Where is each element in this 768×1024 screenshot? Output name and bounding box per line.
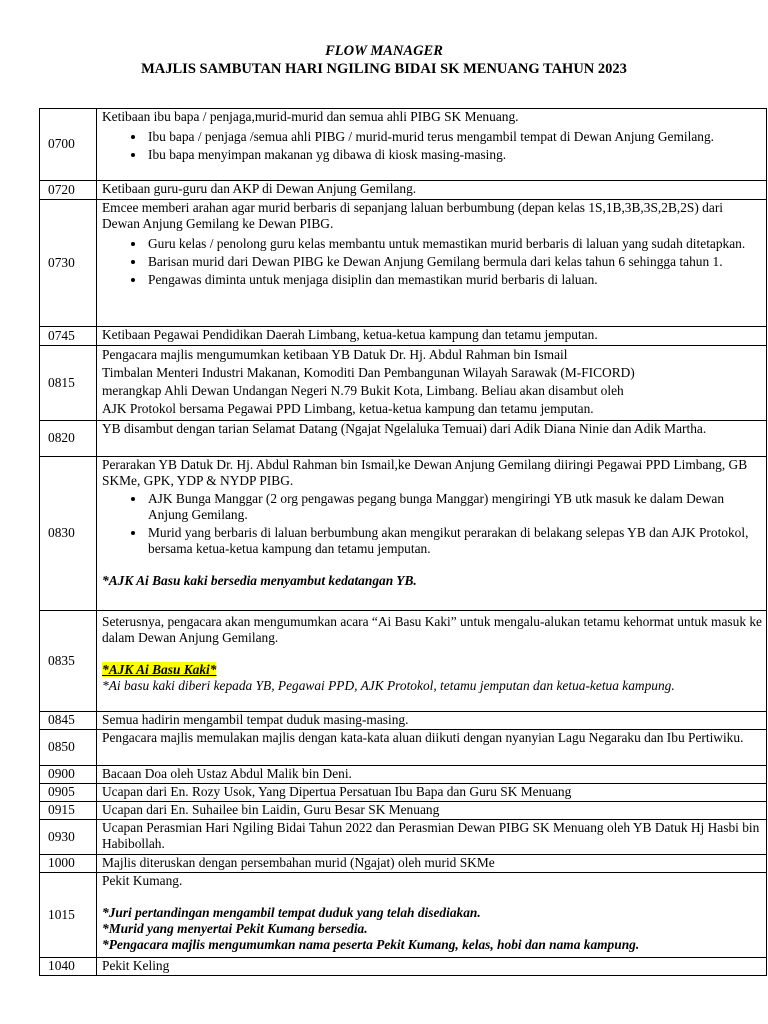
description-cell: Ucapan dari En. Rozy Usok, Yang Dipertua Persatuan Ibu Bapa dan Guru SK Menuang [97,784,767,802]
time-cell: 0845 [40,712,97,730]
description-cell: Semua hadirin mengambil tempat duduk masing-masing. [97,712,767,730]
time-cell: 0900 [40,766,97,784]
document-title: FLOW MANAGER [325,43,443,59]
document-header [0,42,768,78]
description-cell: Pekit Keling [97,958,767,976]
schedule-table [39,108,767,976]
schedule-row [40,109,767,181]
schedule-row [40,730,767,766]
schedule-row [40,873,767,958]
bullet-list [102,125,762,163]
bullet-item: • Pengawas diminta untuk menjaga disiplin dan memastikan murid berbaris di laluan. [146,270,762,288]
row-note: *Pengacara majlis mengumumkan nama peserta Pekit Kumang, kelas, hobi dan nama kampung. [102,937,640,952]
spacer [102,557,762,573]
schedule-row [40,784,767,802]
time-cell: 0850 [40,730,97,766]
row-text: Emcee memberi arahan agar murid berbaris di sepanjang laluan berbumbung (depan kelas 1S,1B,3B,3S,2B,2S) dari Dewan Anjung Gemilang ke Dewan PIBG. [102,200,724,231]
time-cell: 0720 [40,181,97,200]
schedule-row [40,958,767,976]
schedule-row [40,611,767,712]
description-cell: Ketibaan guru-guru dan AKP di Dewan Anjung Gemilang. [97,181,767,200]
description-cell [97,109,767,181]
description-cell [97,611,767,712]
schedule-row [40,327,767,346]
bullet-item: • Murid yang berbaris di laluan berbumbung akan mengikut perarakan di belakang selepas YB dan AJK Protokol, bersama ketua-ketua kampung dan tetamu jemputan. [146,523,762,557]
highlighted-label: *AJK Ai Basu Kaki* [102,662,217,677]
schedule-row [40,820,767,855]
time-cell: 0815 [40,346,97,421]
description-cell [97,346,767,421]
time-cell: 1015 [40,873,97,958]
row-text: Seterusnya, pengacara akan mengumumkan acara “Ai Basu Kaki” untuk mengalu-alukan tetamu kehormat untuk masuk ke dalam Dewan Anjung Gemilang. [102,614,763,645]
time-cell: 0930 [40,820,97,855]
time-cell: 0745 [40,327,97,346]
row-text-line: AJK Protokol bersama Pegawai PPD Limbang, ketua-ketua kampung dan tetamu jemputan. [102,401,594,416]
time-cell: 0915 [40,802,97,820]
time-cell: 1040 [40,958,97,976]
bullet-item: • Barisan murid dari Dewan PIBG ke Dewan Anjung Gemilang bermula dari kelas tahun 6 sehingga tahun 1. [146,252,762,270]
description-cell [97,457,767,611]
time-cell: 0700 [40,109,97,181]
row-text: Pekit Kumang. [102,873,183,888]
schedule-row [40,855,767,873]
description-cell: Ucapan Perasmian Hari Ngiling Bidai Tahun 2022 dan Perasmian Dewan PIBG SK Menuang oleh YB Datuk Hj Hasbi bin Habibollah. [97,820,767,855]
row-note: *Ai basu kaki diberi kepada YB, Pegawai PPD, AJK Protokol, tetamu jemputan dan ketua-ketua kampung. [102,678,675,693]
spacer [102,889,762,905]
time-cell: 0830 [40,457,97,611]
bullet-item: • Ibu bapa / penjaga /semua ahli PIBG / murid-murid terus mengambil tempat di Dewan Anjung Gemilang. [146,125,762,145]
description-cell: Ucapan dari En. Suhailee bin Laidin, Guru Besar SK Menuang [97,802,767,820]
spacer [102,646,762,662]
document-subtitle: MAJLIS SAMBUTAN HARI NGILING BIDAI SK MENUANG TAHUN 2023 [141,61,627,77]
time-cell: 0820 [40,421,97,457]
description-cell [97,200,767,327]
bullet-list [102,232,762,288]
schedule-row [40,181,767,200]
description-cell [97,873,767,958]
description-cell: Majlis diteruskan dengan persembahan murid (Ngajat) oleh murid SKMe [97,855,767,873]
schedule-row [40,802,767,820]
bullet-item: • Guru kelas / penolong guru kelas membantu untuk memastikan murid berbaris di laluan yang sudah ditetapkan. [146,232,762,252]
schedule-row [40,346,767,421]
row-note: *AJK Ai Basu kaki bersedia menyambut kedatangan YB. [102,573,417,588]
time-cell: 0730 [40,200,97,327]
schedule-row [40,421,767,457]
row-text: Ketibaan ibu bapa / penjaga,murid-murid dan semua ahli PIBG SK Menuang. [102,109,519,124]
description-cell: YB disambut dengan tarian Selamat Datang (Ngajat Ngelaluka Temuai) dari Adik Diana Ninie dan Adik Martha. [97,421,767,457]
schedule-row [40,766,767,784]
time-cell: 0905 [40,784,97,802]
bullet-item: • AJK Bunga Manggar (2 org pengawas pegang bunga Manggar) mengiringi YB utk masuk ke dalam Dewan Anjung Gemilang. [146,489,762,523]
row-text-line: Timbalan Menteri Industri Makanan, Komoditi Dan Pembangunan Wilayah Sarawak (M-FICORD) [102,365,635,380]
schedule-row [40,200,767,327]
schedule-row [40,712,767,730]
bullet-list [102,489,762,557]
row-text: Perarakan YB Datuk Dr. Hj. Abdul Rahman bin Ismail,ke Dewan Anjung Gemilang diiringi Pegawai PPD Limbang, GB SKMe, GPK, YDP & NYDP PIBG. [102,457,748,488]
row-note: *Juri pertandingan mengambil tempat duduk yang telah disediakan. [102,905,481,920]
time-cell: 0835 [40,611,97,712]
row-text-line: merangkap Ahli Dewan Undangan Negeri N.79 Bukit Kota, Limbang. Beliau akan disambut oleh [102,383,624,398]
description-cell: Ketibaan Pegawai Pendidikan Daerah Limbang, ketua-ketua kampung dan tetamu jemputan. [97,327,767,346]
row-text-line: Pengacara majlis mengumumkan ketibaan YB Datuk Dr. Hj. Abdul Rahman bin Ismail [102,347,568,362]
row-note: *Murid yang menyertai Pekit Kumang bersedia. [102,921,368,936]
description-cell: Pengacara majlis memulakan majlis dengan kata-kata aluan diikuti dengan nyanyian Lagu Negaraku dan Ibu Pertiwiku. [97,730,767,766]
bullet-item: • Ibu bapa menyimpan makanan yg dibawa di kiosk masing-masing. [146,145,762,163]
schedule-row [40,457,767,611]
description-cell: Bacaan Doa oleh Ustaz Abdul Malik bin Deni. [97,766,767,784]
time-cell: 1000 [40,855,97,873]
